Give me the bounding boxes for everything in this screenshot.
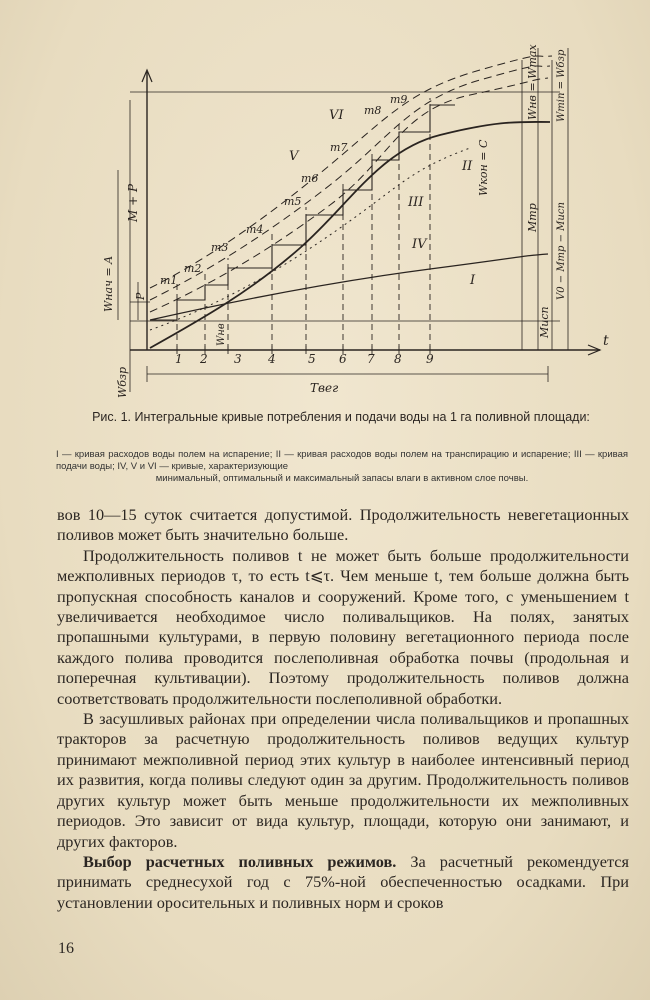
m-label-9: m9 (390, 93, 408, 106)
x-tick-1: 1 (175, 352, 183, 366)
x-tick-8: 8 (394, 352, 402, 366)
x-tick-5: 5 (308, 352, 316, 366)
curve-II (150, 122, 550, 348)
label-w-nach: Wнач = A (102, 255, 115, 312)
figure-legend (56, 449, 628, 485)
diagram-svg (0, 0, 650, 405)
m-label-3: m3 (211, 241, 229, 254)
m-label-8: m8 (364, 104, 382, 117)
label-m-tr: Mтр (526, 203, 539, 232)
label-w-max: Wнв = Wmax (526, 44, 539, 120)
m-label-5: m5 (284, 195, 302, 208)
curve-label-IV: IV (412, 237, 427, 252)
label-p: P (134, 292, 147, 300)
curve-label-III: III (408, 195, 424, 210)
curve-III (150, 105, 455, 320)
m-label-7: m7 (330, 141, 348, 154)
curve-label-II: II (462, 159, 473, 174)
paragraph-1: вов 10—15 суток считается допустимой. Продолжительность невегетационных поливов может быть значительно больше. (57, 505, 629, 545)
m-label-1: m1 (160, 274, 178, 287)
curve-label-VI: VI (329, 108, 344, 123)
label-w-kon: Wкон = C (477, 139, 490, 196)
label-w-min: Wmin = Wбзр (556, 49, 567, 122)
curve-V (150, 66, 550, 300)
label-v0: V0 − Mтр − Mисп (556, 202, 567, 300)
paragraph-3: В засушливых районах при определении числа поливальщиков и пропашных тракторов за расчетную продолжительность поливов ведущих культур принимают межполивной период этих культур в наиболее интенсивный период их развития, когда поливы следуют один за другим. Продолжительность поливов других культур может быть меньше продолжительности их межполивных периодов. Это зависит от вида культур, площади, которую они занимают, и других факторов. (57, 709, 629, 851)
page-number: 16 (58, 940, 74, 957)
x-tick-3: 3 (234, 352, 242, 366)
irrigation-verticals (177, 98, 430, 350)
body-text (57, 505, 629, 913)
m-label-4: m4 (246, 223, 264, 236)
axis-label-t-veg: Tвег (310, 381, 339, 395)
x-tick-4: 4 (268, 352, 276, 366)
figure-integral-curves (0, 0, 650, 405)
label-m-plus-p: M + P (126, 183, 140, 222)
curve-label-V: V (289, 149, 299, 164)
paragraph-4 (57, 852, 629, 913)
x-tick-2: 2 (200, 352, 208, 366)
curve-label-I: I (470, 273, 476, 288)
paragraph-2: Продолжительность поливов t не может быть больше продолжительности межполивных периодов τ, то есть t⩽τ. Чем меньше t, тем больше должна быть пропускная способность каналов и сооружений. Кроме того, с уменьшением t увеличивается необходимое число поливальщиков. На полях, занятых пропашными культурами, в первую половину вегетационного периода после каждого полива проводится послеполивная обработка почвы (продольная и поперечная культивации). Поэтому продолжительность поливов должна соответствовать продолжительности послеполивной обработки. (57, 545, 629, 708)
m-label-6: m6 (301, 172, 319, 185)
label-w-bzr: Wбзр (116, 366, 129, 398)
x-tick-6: 6 (339, 352, 347, 366)
label-w-nv: Wнв (216, 323, 227, 346)
legend-text-last: минимальный, оптимальный и максимальный запасы влаги в активном слое почвы. (155, 473, 529, 484)
axis-label-t: t (603, 333, 609, 349)
m-label-2: m2 (184, 262, 202, 275)
section-heading: Выбор расчетных поливных режимов. (83, 851, 397, 871)
legend-text: I — кривая расходов воды полем на испарение; II — кривая расходов воды полем на транспирацию и испарение; III — кривая подачи воды; IV, V и VI — кривые, характеризующие (56, 449, 628, 472)
x-tick-7: 7 (367, 352, 375, 366)
label-m-isp: Mисп (538, 306, 551, 338)
curve-I (150, 254, 548, 320)
x-tick-9: 9 (426, 352, 434, 366)
paragraph-4-text: За расчетный рекомендуется принимать среднесухой год с 75%-ной обеспеченностью осадками. При установлении оросительных и поливных норм и сроков (57, 851, 629, 912)
figure-caption: Рис. 1. Интегральные кривые потребления и подачи воды на 1 га поливной площади: (92, 410, 590, 424)
